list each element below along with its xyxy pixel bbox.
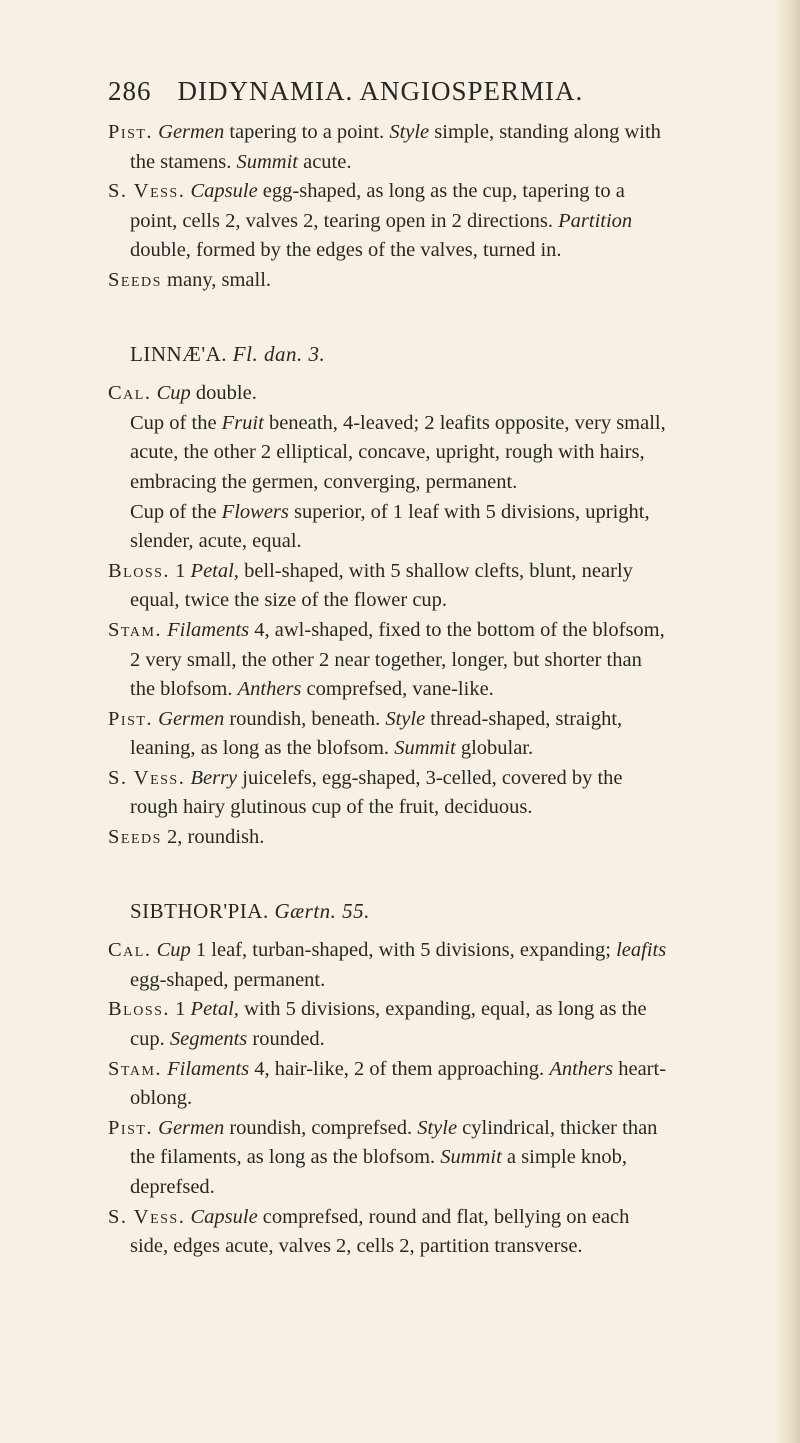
- stamens-description: Stam. Filaments 4, awl-shaped, fixed to the bottom of the blofsom, 2 very small, the other 2 near together, longer, but shorter than the blofsom. Anthers comprefsed, vane-like.: [108, 618, 665, 701]
- blossom-description: Bloss. 1 Petal, with 5 divisions, expanding, equal, as long as the cup. Segments rounded.: [108, 998, 647, 1051]
- page-body: [108, 118, 668, 1262]
- seeds-description: Seeds many, small.: [108, 268, 272, 291]
- pist-description: Pist. Germen tapering to a point. Style simple, standing along with the stamens. Summit acute.: [108, 121, 661, 173]
- genus-heading-linnaea: LINNÆ'A. Fl. dan. 3.: [130, 341, 326, 366]
- pist-description: Pist. Germen roundish, comprefsed. Style cylindrical, thicker than the filaments, as long as the blofsom. Summit a simple knob, deprefsed.: [108, 1116, 658, 1198]
- running-header: [108, 76, 708, 107]
- calyx-description: Cal. Cup 1 leaf, turban-shaped, with 5 divisions, expanding; leafits egg-shaped, permanent.: [108, 939, 667, 991]
- stamens-description: Stam. Filaments 4, hair-like, 2 of them approaching. Anthers heart-oblong.: [108, 1057, 667, 1110]
- pist-description: Pist. Germen roundish, beneath. Style thread-shaped, straight, leaning, as long as the blofsom. Summit globular.: [108, 707, 623, 760]
- blossom-description: Bloss. 1 Petal, bell-shaped, with 5 shallow clefts, blunt, nearly equal, twice the size of the flower cup.: [108, 559, 633, 612]
- fruit-cup-description: Cup of the Fruit beneath, 4-leaved; 2 leafits opposite, very small, acute, the other 2 elliptical, concave, upright, rough with hairs, embracing the germen, converging, permanent.: [130, 411, 666, 493]
- vessel-description: S. Vess. Berry juicelefs, egg-shaped, 3-celled, covered by the rough hairy glutinous cup of the fruit, deciduous.: [108, 766, 623, 819]
- seeds-description: Seeds 2, roundish.: [108, 826, 265, 849]
- flower-cup-description: Cup of the Flowers superior, of 1 leaf with 5 divisions, upright, slender, acute, equal.: [130, 500, 650, 553]
- page-edge: [774, 0, 800, 1443]
- genus-heading-sibthorpia: SIBTHOR'PIA. Gærtn. 55.: [130, 898, 370, 923]
- vessel-description: S. Vess. Capsule egg-shaped, as long as the cup, tapering to a point, cells 2, valves 2, tearing open in 2 directions. Partition double, formed by the edges of the valves, turned in.: [108, 180, 633, 262]
- page-number: 286: [108, 76, 152, 106]
- calyx-description: Cal. Cup double.: [108, 382, 257, 405]
- vessel-description: S. Vess. Capsule comprefsed, round and flat, bellying on each side, edges acute, valves 2, cells 2, partition transverse.: [108, 1205, 630, 1258]
- running-title: DIDYNAMIA. ANGIOSPERMIA.: [177, 76, 584, 106]
